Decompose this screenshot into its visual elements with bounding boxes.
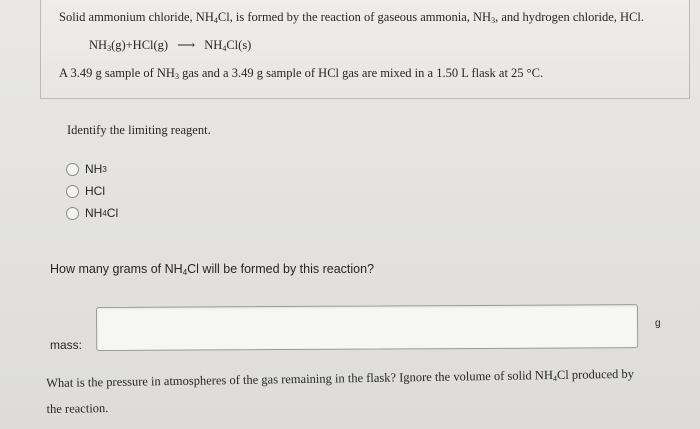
radio-nh3[interactable] bbox=[66, 163, 79, 176]
grams-question: How many grams of $NH_4Cl$ will be formed by this reaction? bbox=[50, 262, 375, 277]
mass-unit: g bbox=[655, 318, 661, 329]
radio-nh4cl[interactable] bbox=[66, 207, 79, 220]
limiting-reagent-question: Identify the limiting reagent. bbox=[67, 123, 211, 137]
sample-description: A 3.49 g sample of $NH_3$ gas and a 3.49 g sample of HCl gas are mixed in a 1.50 L flask at 25 °C. bbox=[59, 66, 544, 81]
problem-statement: Solid ammonium chloride, $NH_4Cl$, is formed by the reaction of gaseous ammonia, $NH_3$, and hydrogen chloride, HCl. bbox=[59, 10, 644, 25]
option-nh3[interactable]: NH 3 bbox=[66, 162, 107, 176]
reaction-arrow: ⟶ bbox=[177, 38, 196, 52]
reaction-equation: $NH_3(g)+HCl(g)$ ⟶ $NH_4Cl(s)$ bbox=[89, 38, 252, 53]
radio-hcl[interactable] bbox=[66, 185, 79, 198]
option-hcl[interactable]: HCl bbox=[66, 184, 105, 198]
mass-label: mass: bbox=[50, 338, 83, 352]
mass-input[interactable] bbox=[96, 304, 638, 351]
option-nh4cl[interactable]: NH 4 Cl bbox=[66, 206, 118, 220]
pressure-question: What is the pressure in atmospheres of the gas remaining in the flask? Ignore the volume of solid $NH_4Cl$ produced by the reaction. bbox=[46, 366, 635, 416]
problem-statement-box bbox=[40, 0, 690, 99]
